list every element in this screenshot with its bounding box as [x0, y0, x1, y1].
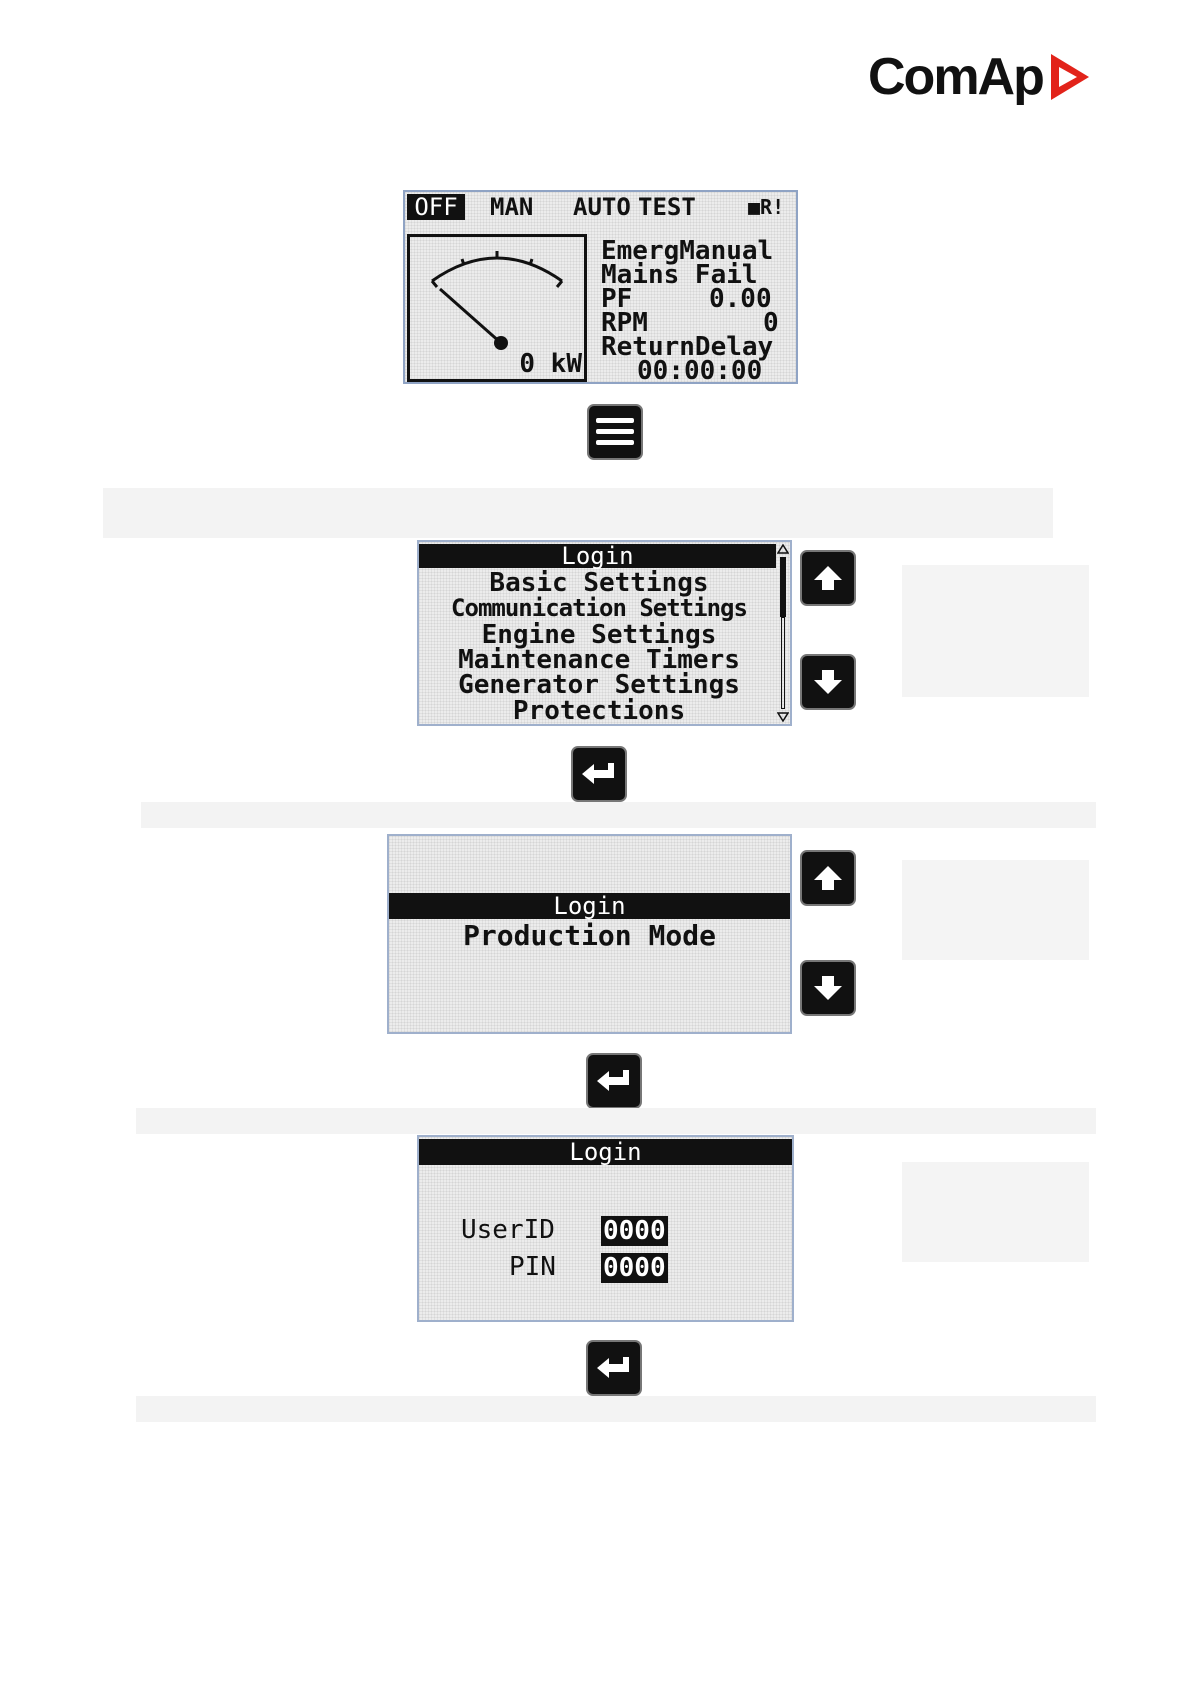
power-gauge: [407, 234, 587, 382]
pf-label: PF: [601, 284, 633, 314]
controller-main-screen: [403, 190, 798, 384]
arrow-down-icon: [813, 668, 843, 696]
pin-label: PIN: [509, 1252, 556, 1282]
menu-item-engine-settings[interactable]: Engine Settings: [481, 620, 717, 650]
menu-title-bar: Login: [419, 544, 776, 568]
comap-logo: [868, 42, 1108, 112]
pin-field[interactable]: 0000: [603, 1253, 666, 1283]
enter-arrow-icon: [582, 761, 616, 787]
menu-item-basic-settings[interactable]: Basic Settings: [489, 568, 709, 598]
down-button[interactable]: [800, 654, 856, 710]
arrow-up-icon: [813, 864, 843, 892]
menu-item-generator-settings[interactable]: Generator Settings: [458, 670, 740, 700]
up-button-2[interactable]: [800, 850, 856, 906]
arrow-down-icon: [813, 974, 843, 1002]
mode-off[interactable]: OFF: [407, 194, 465, 220]
mode-man[interactable]: MAN: [490, 193, 534, 221]
login-credentials-screen: [417, 1135, 794, 1322]
enter-button-2[interactable]: [586, 1053, 642, 1109]
menu-item-maintenance-timers[interactable]: Maintenance Timers: [458, 645, 740, 675]
userid-field[interactable]: 0000: [603, 1216, 666, 1246]
caption-band-3: [136, 1108, 1096, 1134]
menu-item-communication-settings[interactable]: Communication Settings: [451, 594, 747, 622]
scroll-up-icon: [777, 544, 789, 556]
enter-arrow-icon: [597, 1068, 631, 1094]
login-menu-screen: [387, 834, 792, 1034]
return-delay-label: ReturnDelay: [601, 332, 774, 362]
info-line-1: EmergManual: [601, 236, 774, 266]
mode-test[interactable]: TEST: [638, 193, 696, 221]
side-note-box-3: [902, 1162, 1089, 1262]
caption-band-4: [136, 1396, 1096, 1422]
rpm-value: 0: [763, 308, 779, 338]
logo-arrow-icon: [1047, 50, 1093, 104]
menu-button[interactable]: [587, 404, 643, 460]
userid-label: UserID: [461, 1215, 555, 1245]
mode-auto[interactable]: AUTO: [573, 193, 631, 221]
login-title-bar: Login: [419, 1139, 792, 1165]
caption-band-2: [141, 802, 1096, 828]
login-selected-bar[interactable]: Login: [389, 893, 790, 919]
hamburger-icon: [596, 417, 634, 447]
rpm-label: RPM: [601, 308, 648, 338]
setpoint-menu-screen: [417, 540, 792, 726]
side-note-box-1: [902, 565, 1089, 697]
status-icons: ■R!: [748, 195, 785, 219]
enter-button[interactable]: [571, 746, 627, 802]
side-note-box-2: [902, 860, 1089, 960]
gauge-value: 0 kW: [519, 349, 582, 379]
return-delay-value: 00:00:00: [637, 356, 763, 384]
logo-wordmark: ComAp: [868, 48, 1043, 106]
scrollbar-track: [781, 617, 785, 709]
arrow-up-icon: [813, 564, 843, 592]
scrollbar-thumb[interactable]: [780, 557, 786, 617]
down-button-2[interactable]: [800, 960, 856, 1016]
enter-arrow-icon: [597, 1355, 631, 1381]
menu-item-protections[interactable]: Protections: [512, 696, 686, 726]
info-line-2: Mains Fail: [601, 260, 758, 290]
menu-scrollbar[interactable]: [777, 544, 789, 722]
caption-band-1: [103, 488, 1053, 538]
up-button[interactable]: [800, 550, 856, 606]
pf-value: 0.00: [709, 284, 772, 314]
production-mode-item[interactable]: Production Mode: [463, 919, 716, 952]
scroll-down-icon: [777, 710, 789, 722]
enter-button-3[interactable]: [586, 1340, 642, 1396]
